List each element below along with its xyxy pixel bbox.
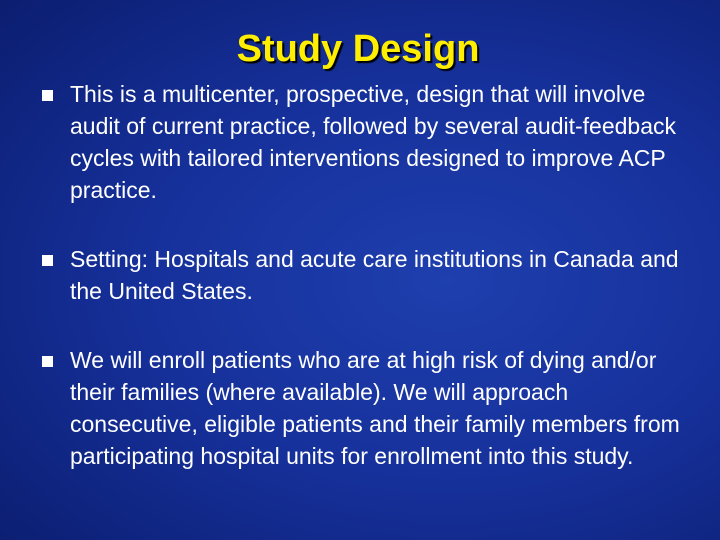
bullet-text: Setting: Hospitals and acute care institutions in Canada and the United States. [70, 246, 679, 304]
slide-title: Study Design [236, 28, 480, 70]
square-bullet-icon [42, 255, 53, 266]
square-bullet-icon [42, 90, 53, 101]
bullet-item [42, 78, 692, 206]
bullet-text: This is a multicenter, prospective, design that will involve audit of current practice, followed by several audit-feedback cycles with tailored interventions designed to improve ACP practice. [70, 81, 676, 203]
bullet-text: We will enroll patients who are at high risk of dying and/or their families (where available). We will approach consecutive, eligible patients and their family members from participating hospital units for enrollment into this study. [70, 347, 680, 469]
square-bullet-icon [42, 356, 53, 367]
bullet-list [42, 78, 692, 472]
bullet-item [42, 243, 692, 307]
bullet-item [42, 344, 692, 472]
